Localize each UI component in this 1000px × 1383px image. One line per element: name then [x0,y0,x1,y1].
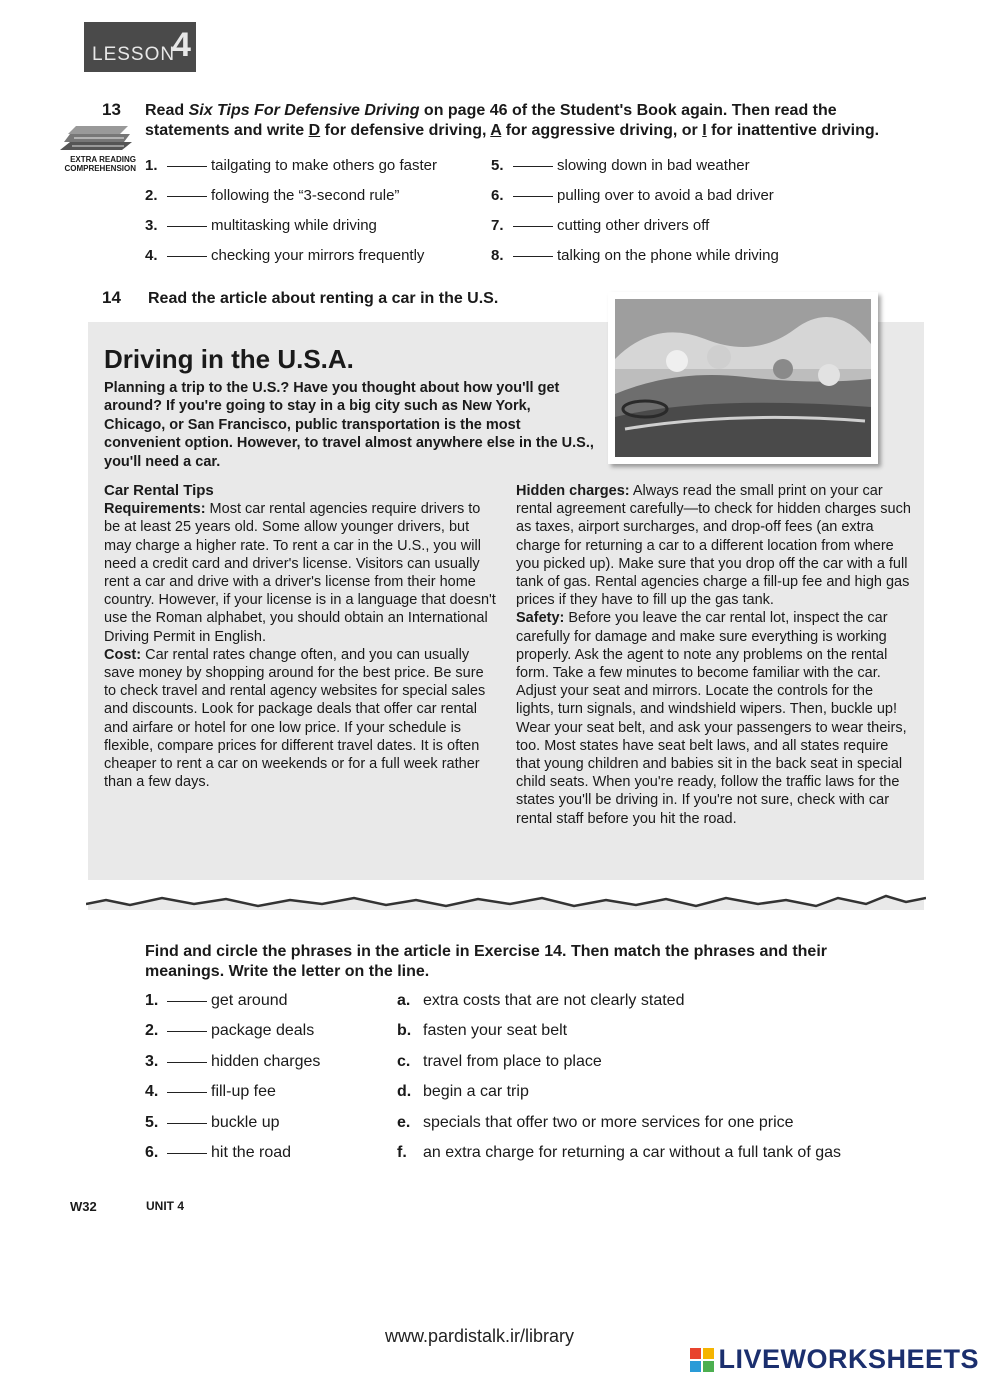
meaning-item: f. an extra charge for returning a car without a full tank of gas [397,1144,842,1161]
list-item: 3. multitasking while driving [145,217,377,234]
source-url[interactable]: www.pardistalk.ir/library [385,1326,575,1346]
exercise-15-instruction: Find and circle the phrases in the article in Exercise 14. Then match the phrases and their meanings. Write the letter on the line. [145,943,827,980]
article-right-column [516,482,911,828]
answer-blank[interactable] [513,256,553,257]
answer-blank[interactable] [167,1153,207,1154]
car-rental-tips-heading: Car Rental Tips [104,482,214,499]
list-item: 2. package deals [145,1022,315,1039]
article-intro: Planning a trip to the U.S.? Have you thought about how you'll get around? If you're going to stay in a big city such as New York, Chicago, or San Francisco, public transportation is the most convenient option. However, to travel almost anywhere else in the U.S., you'll need a car. [104,380,594,470]
books-icon [58,118,134,152]
safety-paragraph: Safety: Before you leave the car rental lot, inspect the car carefully for damage and make sure everything is working properly. Ask the agent to note any problems on the rental form. Take a few minutes to become familiar with the car. Adjust your seat and mirrors. Locate the controls for the lights, turn signals, and windshield wipers. Then, buckle up! Wear your seat belt, and ask your passengers to wear theirs, too. Most states have seat belt laws, and all states require that young children and babies sit in the back seat in special child seats. When you're ready, follow the traffic laws for the states you'll be driving in. If you're not sure, check with car rental staff before you hit the road. [516,610,907,827]
article-title: Driving in the U.S.A. [104,344,354,374]
liveworksheets-icon [690,1348,714,1372]
unit-label: UNIT 4 [146,1199,185,1213]
list-item: 4. checking your mirrors frequently [145,247,425,264]
answer-blank[interactable] [167,226,207,227]
list-item: 8. talking on the phone while driving [491,247,779,264]
article-left-column [104,482,496,791]
answer-blank[interactable] [513,166,553,167]
hidden-charges-paragraph: Hidden charges: Always read the small print on your car rental agreement carefully—to check for hidden charges such as taxes, airport surcharges, and drop-off fees (an extra charge for returning a car to a different location from where you picked up). Make sure that you drop off the car with a full tank of gas. Rental agencies charge a fill-up fee and high gas prices if they have to fill up the gas tank. [516,483,911,609]
list-item: 6. pulling over to avoid a bad driver [491,187,774,204]
list-item: 2. following the “3-second rule” [145,187,400,204]
list-item: 4. fill-up fee [145,1083,276,1100]
requirements-paragraph: Requirements: Most car rental agencies require drivers to be at least 25 years old. Some allow younger drivers, but may charge a higher rate. To rent a car in the U.S., you will need a credit card and driver's license. Visitors can usually rent a car and drive with a driver's license from their home country. However, if your license is in a language that doesn't use the Roman alphabet, you should obtain an International Driving Permit in English. [104,501,496,645]
liveworksheets-text: LIVEWORKSHEETS [718,1344,979,1374]
list-item: 5. buckle up [145,1114,280,1131]
lesson-number: 4 [172,26,191,64]
answer-blank[interactable] [167,1001,207,1002]
answer-blank[interactable] [513,226,553,227]
liveworksheets-logo[interactable] [690,1344,979,1374]
answer-blank[interactable] [167,196,207,197]
meaning-item: c. travel from place to place [397,1053,602,1070]
answer-blank[interactable] [513,196,553,197]
exercise-13-number: 13 [102,100,121,119]
list-item: 3. hidden charges [145,1053,321,1070]
meaning-item: a. extra costs that are not clearly stated [397,992,685,1009]
car-photo [608,292,878,464]
list-item: 6. hit the road [145,1144,292,1161]
answer-blank[interactable] [167,1092,207,1093]
exercise-14-instruction: Read the article about renting a car in the U.S. [148,290,499,307]
list-item: 7. cutting other drivers off [491,217,710,234]
answer-blank[interactable] [167,166,207,167]
meaning-item: d. begin a car trip [397,1083,529,1100]
answer-blank[interactable] [167,1123,207,1124]
page-number: W32 [70,1199,97,1214]
list-item: 1. tailgating to make others go faster [145,157,437,174]
exercise-14-number: 14 [102,288,121,307]
exercise-13-instruction: Read Six Tips For Defensive Driving on page 46 of the Student's Book again. Then read the statements and write D for defensive driving, A for aggressive driving, or I for inattentive driving. [145,102,880,139]
torn-edge [86,880,926,914]
cost-paragraph: Cost: Car rental rates change often, and you can usually save money by shopping around for the best price. Be sure to check travel and rental agency websites for special sales and discounts. Look for package deals that offer car rental and airfare or hotel for one low price. If your schedule is flexible, compare prices for different travel dates. It is often cheaper to rent a car on weekends or for a full week rather than a few days. [104,646,486,791]
lesson-word: LESSON [92,44,176,65]
answer-blank[interactable] [167,1062,207,1063]
meaning-item: e. specials that offer two or more services for one price [397,1114,794,1131]
meaning-item: b. fasten your seat belt [397,1022,568,1039]
extra-reading-label: EXTRA READING COMPREHENSION [64,155,136,173]
answer-blank[interactable] [167,256,207,257]
list-item: 1. get around [145,992,288,1009]
answer-blank[interactable] [167,1031,207,1032]
lesson-tab [84,22,196,72]
list-item: 5. slowing down in bad weather [491,157,750,174]
